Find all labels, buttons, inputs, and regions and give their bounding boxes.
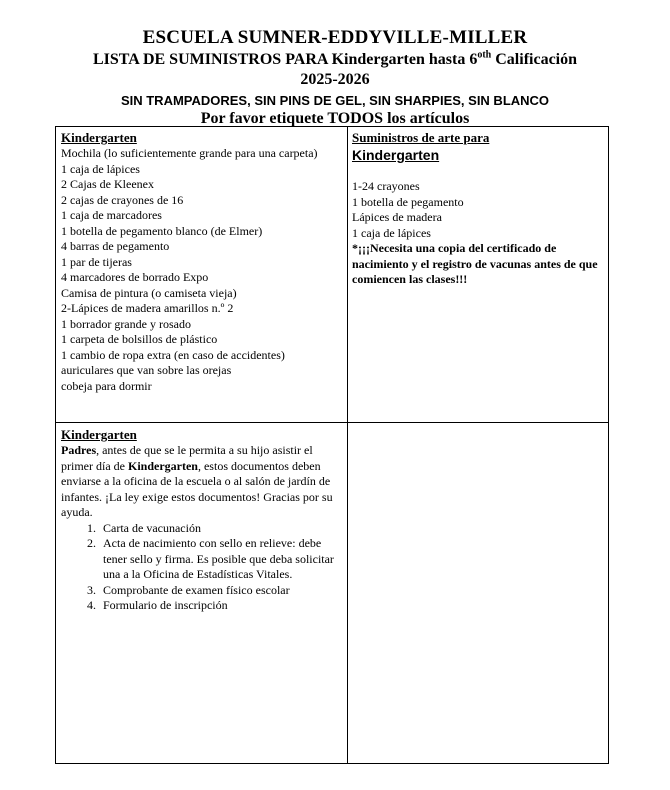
list-item: 4. Formulario de inscripción (99, 598, 343, 614)
documents-title: Kindergarten (61, 427, 137, 442)
label-note: Por favor etiquete TODOS los artículos (200, 110, 470, 127)
list-item: cobeja para dormir (61, 378, 152, 393)
list-item: Camisa de pintura (o camiseta vieja) (61, 285, 237, 300)
list-item: 2 Cajas de Kleenex (61, 177, 154, 191)
list-item: 2-Lápices de madera amarillos n.º 2 (61, 301, 234, 315)
list-item: 1 botella de pegamento blanco (de Elmer) (61, 223, 263, 238)
list-title: LISTA DE SUMINISTROS PARA Kindergarten hasta $6^{oth}$ Calificación (92, 49, 578, 68)
list-item: 3. Comprobante de examen físico escolar (99, 583, 343, 599)
not-allowed-notice: SIN TRAMPADORES, SIN PINS DE GEL, SIN SHARPIES, SIN BLANCO (120, 93, 550, 108)
list-item: 1 par de tijeras (61, 254, 132, 269)
school-name: ESCUELA SUMNER-EDDYVILLE-MILLER (142, 27, 528, 48)
documents-cell (61, 427, 343, 614)
school-year: 2025-2026 (300, 71, 370, 88)
list-item: 1 cambio de ropa extra (en caso de accidentes) (61, 347, 285, 362)
list-item: 4 barras de pegamento (61, 239, 170, 253)
birth-certificate-note: *¡¡¡Necesita una copia del certificado de nacimiento y el registro de vacunas antes de que comiencen las clases!!! (352, 241, 598, 286)
list-item: 4 marcadores de borrado Expo (61, 270, 209, 284)
list-item: 1 borrador grande y rosado (61, 316, 191, 331)
list-item: 1 caja de lápices (61, 161, 140, 176)
list-item: 1-24 crayones (352, 179, 420, 193)
list-item: 1 botella de pegamento (352, 194, 464, 209)
list-item: Lápices de madera (352, 210, 442, 224)
list-item: 1. Carta de vacunación (99, 521, 343, 537)
supply-table (55, 126, 609, 764)
documents-intro: Padres, antes de que se le permita a su hijo asistir el primer día de Kindergarten, estos documentos deben enviarse a la oficina de la escuela o al salón de jardín de infantes. ¡La ley exige estos documentos! Gracias por su ayuda. (61, 443, 333, 519)
art-supplies-grade: Kindergarten (352, 147, 440, 163)
art-supplies-cell (352, 130, 606, 288)
list-item: 2 cajas de crayones de 16 (61, 192, 184, 207)
document-header (0, 26, 670, 128)
supply-list-cell (61, 130, 343, 394)
list-item: 1 caja de lápices (352, 225, 431, 240)
art-supplies-title: Suministros de arte para (352, 130, 490, 145)
column-divider (347, 127, 348, 763)
list-item: Mochila (lo suficientemente grande para una carpeta) (61, 146, 318, 160)
list-item: 1 caja de marcadores (61, 208, 162, 222)
row-divider (56, 422, 608, 423)
supply-list-title: Kindergarten (61, 130, 137, 145)
list-item: 2. Acta de nacimiento con sello en relieve: debe tener sello y firma. Es posible que deba solicitar una a la Oficina de Estadísticas Vitales. (99, 536, 343, 583)
documents-list (61, 521, 343, 614)
list-item: 1 carpeta de bolsillos de plástico (61, 332, 218, 346)
art-supply-list (352, 179, 606, 241)
supply-list (61, 146, 343, 394)
list-item: auriculares que van sobre las orejas (61, 363, 232, 377)
